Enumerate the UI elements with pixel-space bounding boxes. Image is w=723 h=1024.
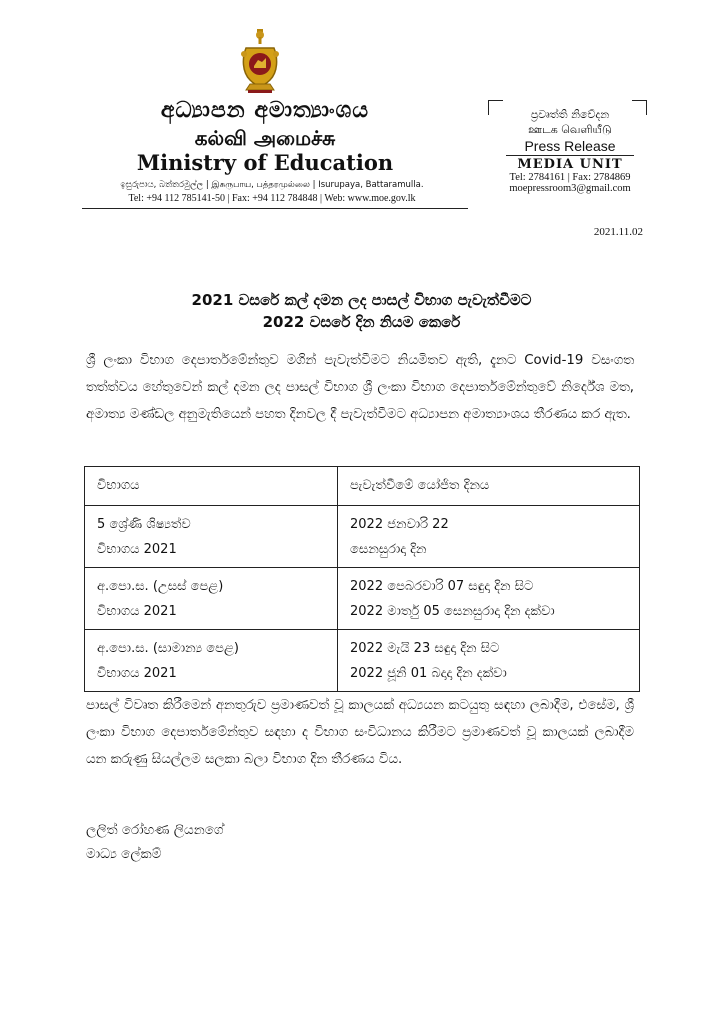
exam-name: අ.පො.ස. (උසස් පෙළ) — [97, 579, 224, 594]
media-unit-email: moepressroom3@gmail.com — [509, 183, 631, 194]
media-box-divider — [506, 155, 634, 156]
ministry-name-sinhala: අධ්‍යාපන අමාත්‍යාංශය — [160, 98, 370, 123]
release-date: 2021.11.02 — [593, 226, 643, 238]
table-header-exam: විභාගය — [85, 467, 338, 506]
signatory-title: මාධ්‍ය ලේකම් — [86, 846, 162, 862]
exam-date-end: සෙනසුරාදා දින — [350, 542, 427, 557]
signatory-name: ලලිත් රෝහණ ලියනගේ — [86, 822, 224, 838]
press-release-sinhala: ප්‍රවෘත්ති නිවේදන — [530, 108, 610, 121]
ministry-name-english: Ministry of Education — [136, 150, 394, 175]
release-title-line1: 2021 වසරේ කල් දමන ලද පාසල් විභාග පැවැත්වීමට — [191, 291, 532, 309]
release-title-line2: 2022 වසරේ දින නියම කෙරේ — [262, 313, 461, 331]
ministry-address: ඉසුරුපාය, බත්තරමුල්ල | இசுருபாய, பத்தரமுல்லை | Isurupaya, Battaramulla. — [120, 180, 424, 190]
date-cell — [338, 630, 640, 692]
exam-date-end: 2022 මාර්තු 05 සෙනසුරාදා දින දක්වා — [350, 604, 555, 619]
exam-date-end: 2022 ජූනි 01 බදාදා දින දක්වා — [350, 666, 507, 681]
press-release-tamil: ஊடக வெளியீடு — [528, 123, 612, 136]
media-unit-box — [498, 96, 642, 194]
table-header-row — [85, 467, 640, 506]
sri-lanka-emblem-icon — [236, 28, 284, 94]
date-cell — [338, 568, 640, 630]
table-row — [85, 506, 640, 568]
press-release-english: Press Release — [524, 138, 616, 154]
exam-date-start: 2022 ජනවාරි 22 — [350, 517, 449, 532]
letterhead-divider — [82, 208, 468, 209]
table-header-date: පැවැත්වීමේ යෝජිත දිනය — [338, 467, 640, 506]
ministry-contact: Tel: +94 112 785141-50 | Fax: +94 112 784848 | Web: www.moe.gov.lk — [128, 193, 416, 204]
table-row — [85, 630, 640, 692]
exam-cell — [85, 506, 338, 568]
media-unit-phone: Tel: 2784161 | Fax: 2784869 — [509, 172, 631, 183]
ministry-name-tamil: கல்வி அமைச்சு — [194, 126, 336, 150]
exam-year: විභාගය 2021 — [97, 666, 177, 681]
closing-paragraph: පාසල් විවෘත කිරීමෙන් අනතුරුව ප්‍රමාණවත් වූ කාලයක් අධ්‍යයන කටයුතු සඳහා ලබාදීම, එසේම, ශ්‍රී ලංකා විභාග දෙපාර්තමේන්තුව සඳහා ද විභාග සංවිධානය කිරීමට ප්‍රමාණවත් වූ කාලයක් ලබාදීම යන කරුණු සියල්ලම සලකා බලා විභාග දින තීරණය විය. — [86, 698, 634, 767]
exam-cell — [85, 630, 338, 692]
exam-date-start: 2022 පෙබරවාරි 07 සඳුදා දින සිට — [350, 579, 534, 594]
exam-date-start: 2022 මැයි 23 සඳුදා දින සිට — [350, 641, 500, 656]
exam-cell — [85, 568, 338, 630]
intro-paragraph: ශ්‍රී ලංකා විභාග දෙපාර්තමේන්තුව මගින් පැවැත්වීමට නියමිතව ඇති, දැනට Covid-19 වසංගත තත්ත්වය හේතුවෙන් කල් දමන ලද පාසල් විභාග ශ්‍රී ලංකා විභාග දෙපාර්තමේන්තුවේ නිර්දේශ මත, අමාත්‍ය මණ්ඩල අනුමැතියෙන් පහත දිනවල දී පැවැත්වීමට අධ්‍යාපන අමාත්‍යාංශය තීරණය කර ඇත. — [86, 353, 634, 422]
table-row — [85, 568, 640, 630]
exam-schedule-table — [84, 466, 640, 692]
exam-year: විභාගය 2021 — [97, 542, 177, 557]
media-unit-label: MEDIA UNIT — [517, 157, 623, 172]
date-cell — [338, 506, 640, 568]
exam-name: අ.පො.ස. (සාමාන්‍ය පෙළ) — [97, 641, 239, 656]
exam-name: 5 ශ්‍රේණි ශිෂ්‍යත්ව — [97, 517, 191, 532]
exam-year: විභාගය 2021 — [97, 604, 177, 619]
